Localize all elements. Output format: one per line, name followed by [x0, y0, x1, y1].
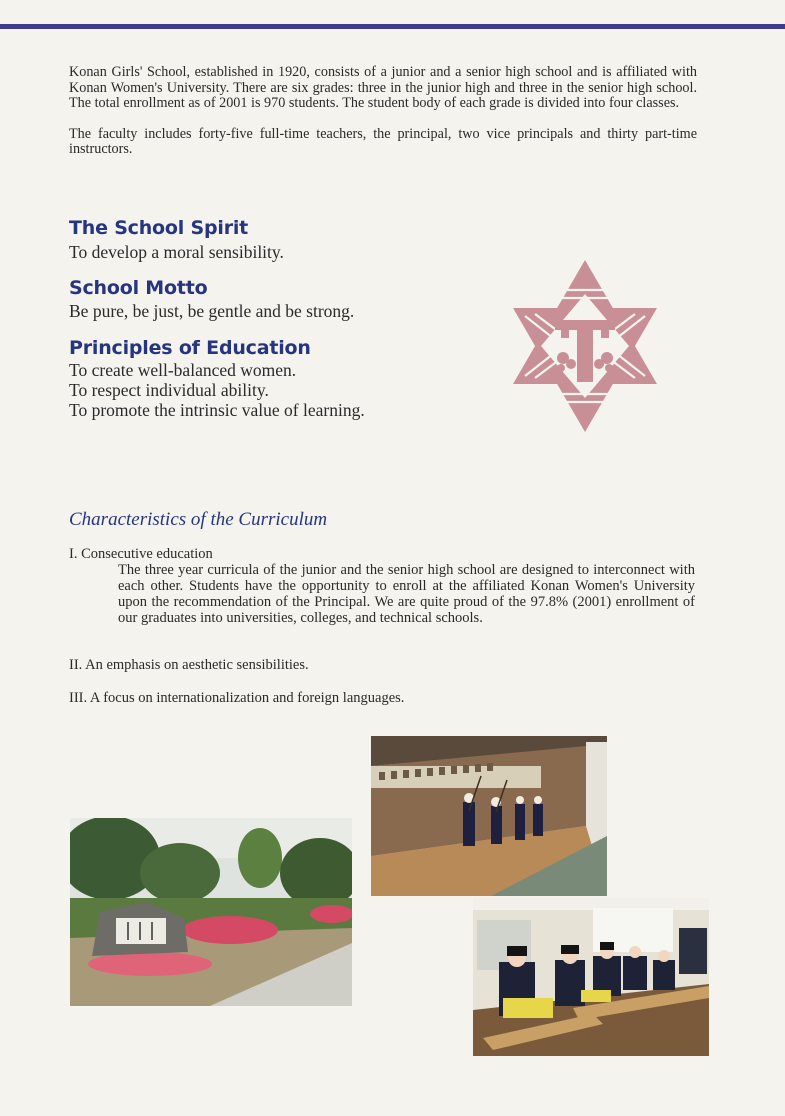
- intro-section: [69, 65, 697, 173]
- principles-heading: Principles of Education: [69, 337, 311, 359]
- school-spirit-heading: The School Spirit: [69, 217, 249, 239]
- intro-paragraph-2: The faculty includes forty-five full-time teachers, the principal, two vice principals and thirty part-time instructors.: [69, 125, 697, 158]
- koto-class-photo: [473, 898, 709, 1056]
- curriculum-item-1-title: I. Consecutive education: [69, 546, 213, 562]
- curriculum-item-3: III. A focus on internationalization and foreign languages.: [69, 690, 405, 706]
- kendo-hall-photo: [371, 736, 607, 896]
- garden-stone-photo: [70, 818, 352, 1006]
- school-emblem-icon: [505, 258, 665, 434]
- principle-line-1: To create well-balanced women.: [69, 360, 297, 380]
- school-motto-text: Be pure, be just, be gentle and be strong.: [69, 301, 355, 321]
- principle-line-2: To respect individual ability.: [69, 380, 269, 400]
- curriculum-item-1-body: The three year curricula of the junior and the senior high school are designed to interconnect with each other. Students have the opportunity to enroll at the affiliated Konan Women's University upon the recommendation of the Principal. We are quite proud of the 97.8% (2001) enrollment of our graduates into universities, colleges, and technical schools.: [118, 562, 695, 626]
- principle-line-3: To promote the intrinsic value of learning.: [69, 400, 365, 420]
- intro-paragraph-1: Konan Girls' School, established in 1920, consists of a junior and a senior high school and is affiliated with Konan Women's University. There are six grades: three in the junior high and three in the senior high school. The total enrollment as of 2001 is 970 students. The student body of each grade is divided into four classes.: [69, 64, 697, 112]
- school-spirit-text: To develop a moral sensibility.: [69, 242, 284, 262]
- curriculum-title: Characteristics of the Curriculum: [69, 509, 328, 530]
- school-motto-heading: School Motto: [69, 277, 208, 299]
- curriculum-item-2: II. An emphasis on aesthetic sensibilities.: [69, 657, 309, 673]
- top-rule: [0, 24, 785, 29]
